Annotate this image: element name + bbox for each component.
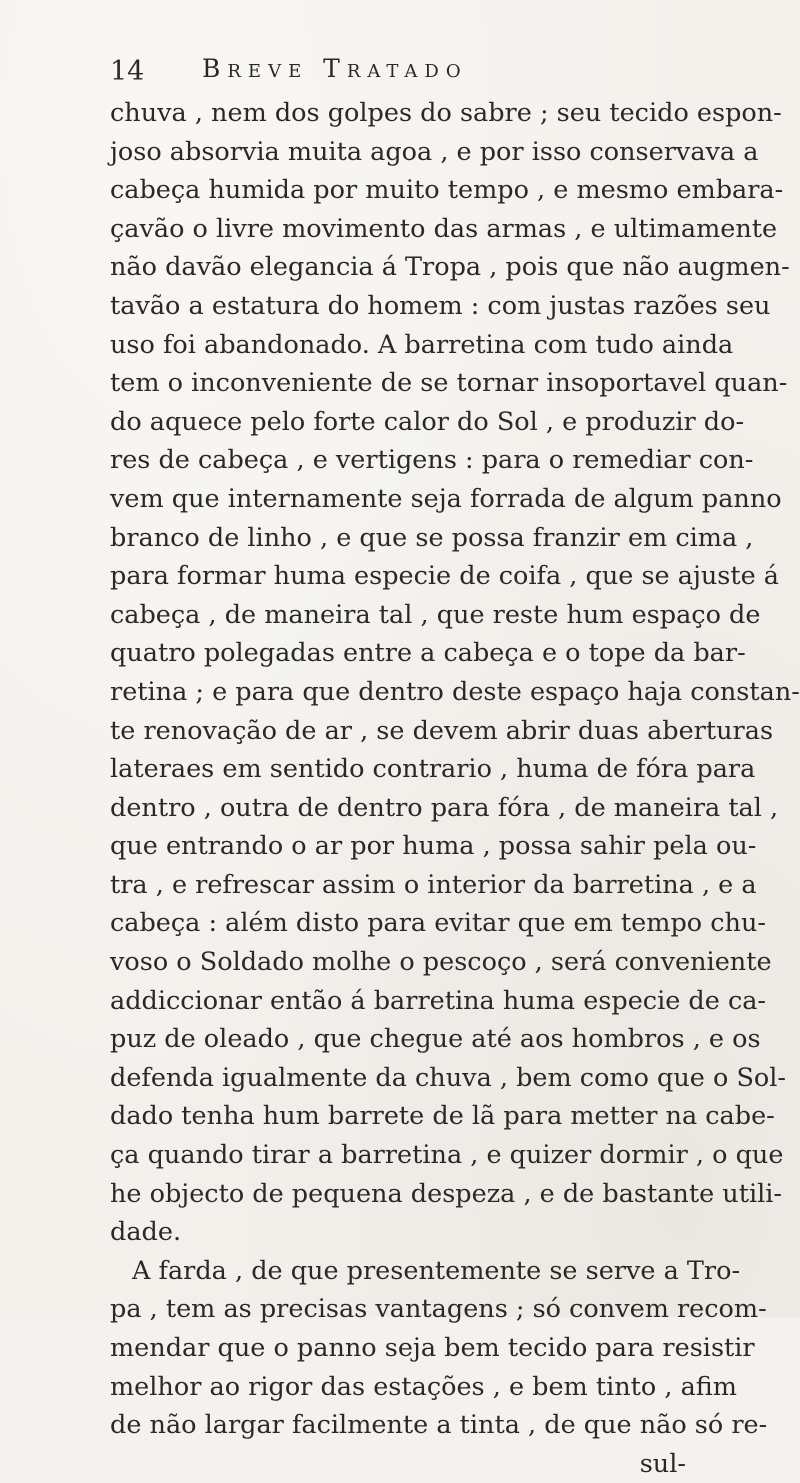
text-line: çavão o livre movimento das armas , e ultimamente <box>110 213 778 244</box>
text-line: mendar que o panno seja bem tecido para resistir <box>110 1333 755 1363</box>
text-line: cabeça humida por muito tempo , e mesmo embara- <box>110 175 784 206</box>
body-text <box>110 94 800 1483</box>
page-header <box>110 48 736 88</box>
text-line: melhor ao rigor das estações , e bem tinto , afim <box>110 1371 737 1402</box>
text-line: defenda igualmente da chuva , bem como que o Sol- <box>110 1062 787 1093</box>
text-line: joso absorvia muita agoa , e por isso conservava a <box>110 136 759 167</box>
text-line: tra , e refrescar assim o interior da barretina , e a <box>110 869 757 900</box>
text-line: te renovação de ar , se devem abrir duas aberturas <box>110 715 774 746</box>
text-line: branco de linho , e que se possa franzir em cima , <box>110 522 754 553</box>
text-line: dentro , outra de dentro para fóra , de maneira tal , <box>110 792 779 823</box>
text-line: puz de oleado , que chegue até aos hombros , e os <box>110 1024 761 1055</box>
text-line: lateraes em sentido contrario , huma de fóra para <box>110 754 756 785</box>
text-line: pa , tem as precisas vantagens ; só convem recom- <box>110 1294 767 1325</box>
text-line: de não largar facilmente a tinta , de que não só re- <box>110 1410 768 1441</box>
text-line: voso o Soldado molhe o pescoço , será conveniente <box>110 947 772 978</box>
text-line: retina ; e para que dentro deste espaço haja constan- <box>110 676 800 707</box>
running-title: Breve Tratado <box>202 54 468 83</box>
text-line: A farda , de que presentemente se serve a Tro- <box>132 1255 741 1286</box>
text-line: tem o inconveniente de se tornar insoportavel quan- <box>110 368 788 399</box>
text-line: vem que internamente seja forrada de algum panno <box>110 483 782 514</box>
text-line: chuva , nem dos golpes do sabre ; seu tecido espon- <box>110 98 782 128</box>
text-line: cabeça , de maneira tal , que reste hum espaço de <box>110 599 761 630</box>
text-line: dado tenha hum barrete de lã para metter na cabe- <box>110 1101 775 1132</box>
catchword: sul- <box>639 1448 686 1479</box>
text-line: he objecto de pequena despeza , e de bastante utili- <box>110 1178 783 1209</box>
text-line: addiccionar então á barretina huma especie de ca- <box>110 985 767 1016</box>
text-line: ça quando tirar a barretina , e quizer dormir , o que <box>110 1140 784 1171</box>
text-line: quatro polegadas entre a cabeça e o tope da bar- <box>110 638 746 669</box>
text-line: para formar huma especie de coifa , que se ajuste á <box>110 561 780 592</box>
text-line: tavão a estatura do homem : com justas razões seu <box>110 290 771 321</box>
page-number: 14 <box>110 56 145 87</box>
text-line: uso foi abandonado. A barretina com tudo ainda <box>110 329 734 360</box>
text-line: não davão elegancia á Tropa , pois que não augmen- <box>110 252 790 283</box>
text-line: que entrando o ar por huma , possa sahir pela ou- <box>110 831 757 862</box>
text-line: res de cabeça , e vertigens : para o remediar con- <box>110 445 754 476</box>
text-line: do aquece pelo forte calor do Sol , e produzir do- <box>110 406 745 437</box>
text-line: dade. <box>110 1217 182 1248</box>
text-line: cabeça : além disto para evitar que em tempo chu- <box>110 908 766 939</box>
